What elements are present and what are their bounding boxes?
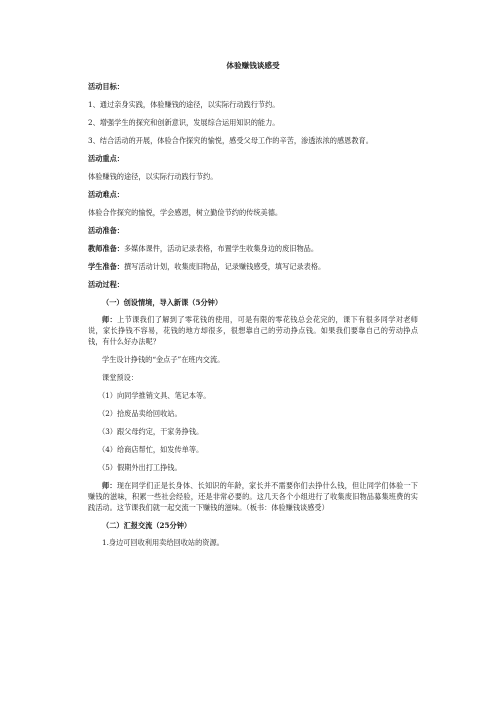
student-exchange: 学生设计挣钱的“金点子”在班内交流。 [102, 355, 225, 364]
document-title: 体验赚钱谈感受 [226, 61, 280, 70]
student-prep [88, 261, 418, 272]
goal-item-3: 3、结合活动的开展，体验合作探究的愉悦，感受父母工作的辛苦，渗透浓浓的感恩教育。 [88, 136, 373, 145]
goal-heading: 活动目标： [88, 82, 124, 91]
preview-item-5: （5）假期外出打工挣钱。 [98, 463, 182, 472]
goal-item-1: 1、通过亲身实践，体验赚钱的途径，以实际行动践行节约。 [88, 100, 280, 109]
student-prep-text: 撰写活动计划，收集废旧物品，记录赚钱感受，填写记录表格。 [123, 262, 326, 271]
teacher-prep-text: 多媒体课件，活动记录表格，布置学生收集身边的废旧物品。 [123, 244, 319, 253]
prep-heading: 活动准备： [88, 226, 124, 235]
document-content [88, 60, 418, 555]
process-heading: 活动过程： [88, 280, 124, 289]
preview-item-3: （3）跟父母约定，干家务挣钱。 [98, 427, 204, 436]
teacher-paragraph-1 [88, 314, 418, 347]
section-2-heading: （二）汇报交流（25分钟） [102, 521, 192, 530]
student-prep-label: 学生准备： [88, 262, 124, 271]
preview-label: 课堂预设： [102, 373, 138, 382]
teacher-prep [88, 243, 418, 254]
teacher-label-1: 师： [102, 315, 118, 324]
teacher-prep-label: 教师准备： [88, 244, 124, 253]
preview-item-2: （2）拾废品卖给回收站。 [98, 409, 182, 418]
difficulty-text: 体验合作探究的愉悦，学会感恩，树立勤俭节约的传统美德。 [88, 208, 283, 217]
key-text: 体验赚钱的途径，以实际行动践行节约。 [88, 172, 218, 181]
preview-item-4: （4）给商店帮忙，如发传单等。 [98, 445, 204, 454]
section-1-heading: （一）创设情境，导入新课（5分钟） [102, 298, 223, 307]
teacher-label-2: 师： [102, 481, 117, 490]
point-1: 1.身边可回收利用卖给回收站的资源。 [102, 538, 224, 547]
key-heading: 活动重点： [88, 154, 124, 163]
teacher-text-2: 现在同学们正是长身体、长知识的年龄，家长并不需要你们去挣什么钱，但让同学们体验一下赚钱的滋味，积累一些社会经验，还是非常必要的。这几天各个小组进行了收集废旧物品募集班费的实践活动。这节课我们就一起交流一下赚钱的滋味。（板书：体验赚钱谈感受） [88, 481, 418, 512]
teacher-text-1: 上节课我们了解到了零花钱的使用，可是有限的零花钱总会花完的，课下有很多同学对老师说，家长挣钱不容易，花钱的地方却很多，很想靠自己的劳动挣点钱。如果我们要靠自己的劳动挣点钱，有什么好办法呢？ [88, 315, 418, 346]
preview-item-1: （1）向同学推销文具、笔记本等。 [98, 391, 211, 400]
goal-item-2: 2、增强学生的探究和创新意识，发展综合运用知识的能力。 [88, 118, 280, 127]
teacher-paragraph-2 [88, 480, 418, 513]
difficulty-heading: 活动难点： [88, 190, 124, 199]
